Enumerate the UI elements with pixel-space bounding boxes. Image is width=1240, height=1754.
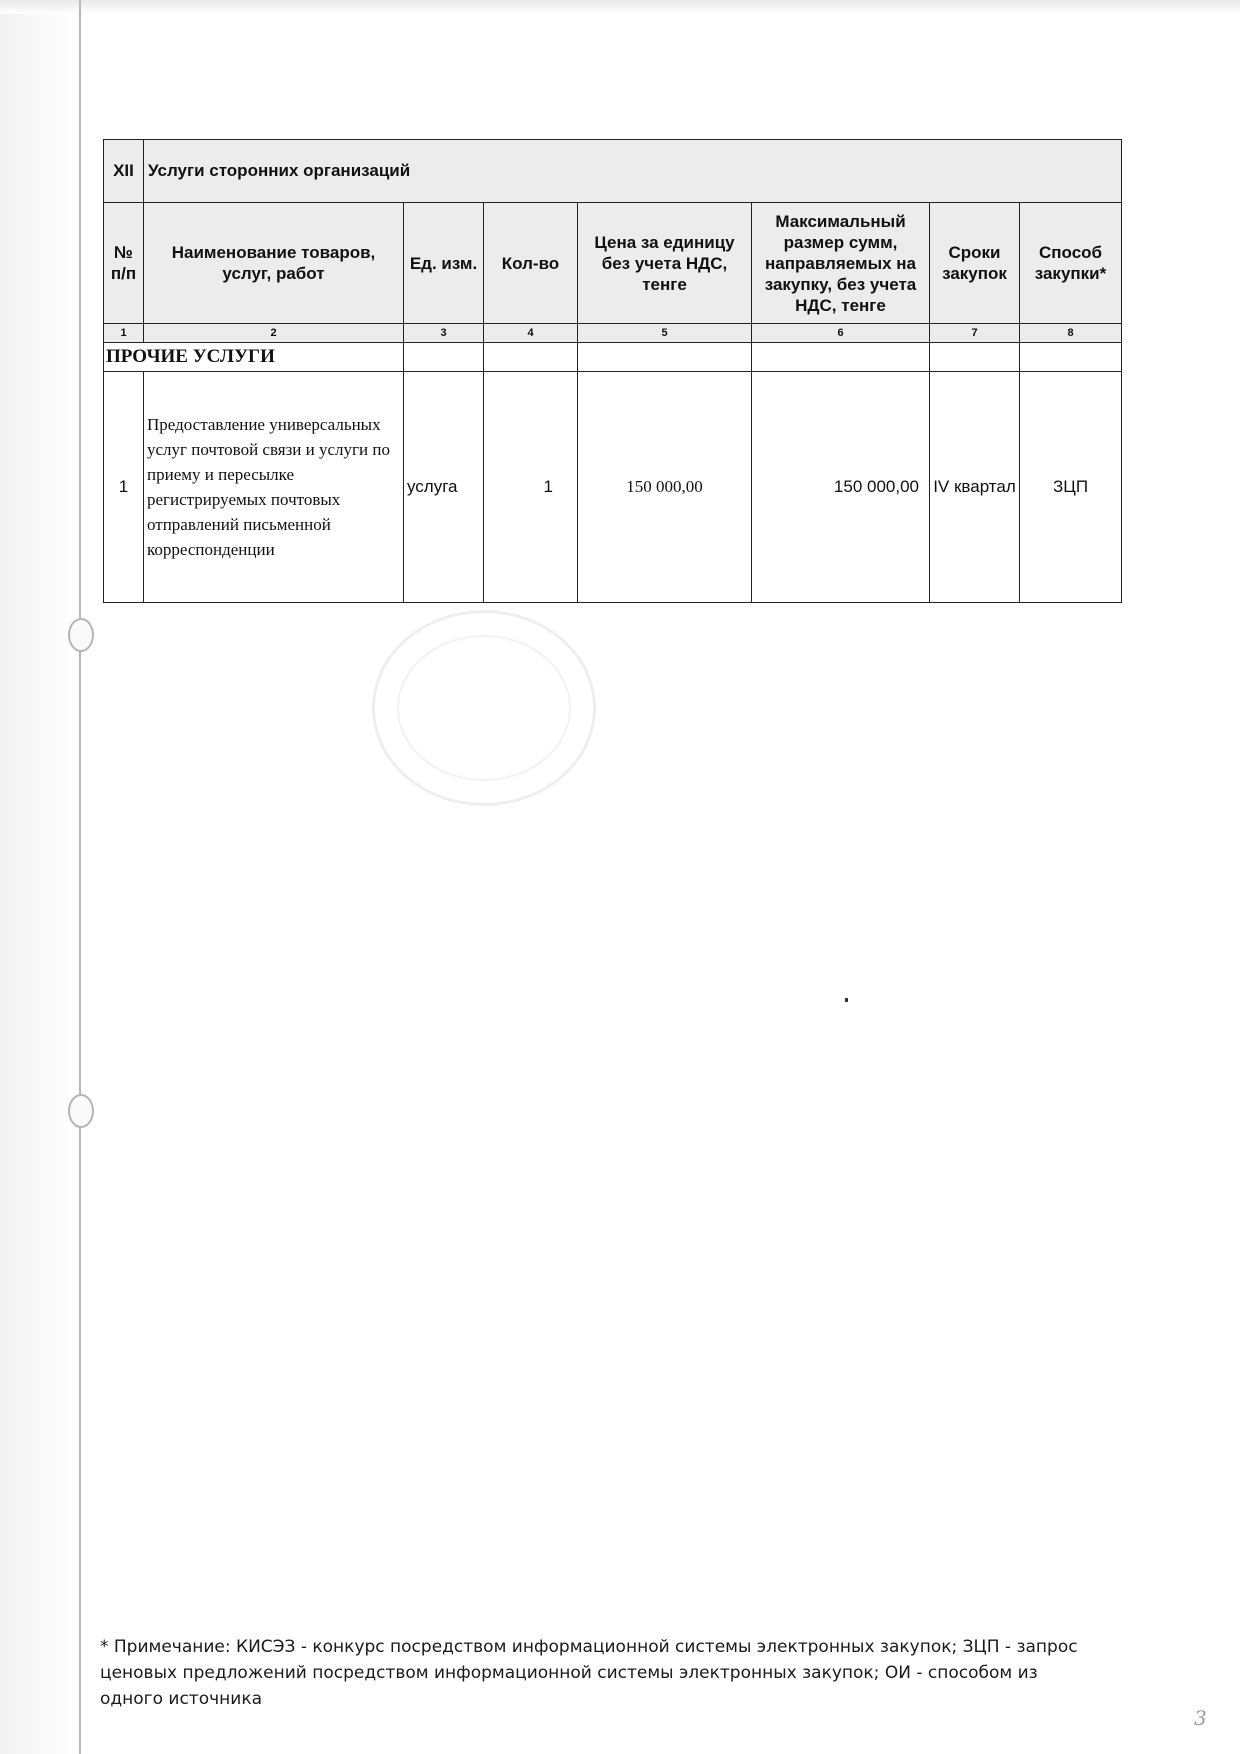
col-header-unit: Ед. изм. [404, 203, 484, 324]
item-unit: услуга [404, 372, 484, 603]
scan-margin [0, 0, 78, 1754]
punch-hole-icon [68, 1094, 94, 1128]
punch-hole-icon [68, 618, 94, 652]
faded-stamp-icon [372, 610, 596, 806]
section-number: XII [104, 140, 144, 203]
col-header-qty: Кол-во [484, 203, 578, 324]
procurement-table [103, 139, 1122, 603]
item-term: IV квартал [930, 372, 1020, 603]
col-index: 8 [1020, 324, 1122, 343]
item-unit-price: 150 000,00 [578, 372, 752, 603]
section-row [104, 140, 1122, 203]
col-header-num: № п/п [104, 203, 144, 324]
scan-top-edge [0, 0, 1240, 14]
col-index: 1 [104, 324, 144, 343]
col-header-method: Способ закупки* [1020, 203, 1122, 324]
section-title: Услуги сторонних организаций [144, 140, 1122, 203]
table-row [104, 372, 1122, 603]
col-index: 2 [144, 324, 404, 343]
item-quantity: 1 [484, 372, 578, 603]
footnote: * Примечание: КИСЭЗ - конкурс посредством информационной системы электронных закупок; ЗЦП - запрос ценовых предложений посредством информационной системы электронных закупок; ОИ - способом из одного источника [100, 1637, 1078, 1709]
handwritten-page-number: 3 [1194, 1706, 1207, 1730]
item-max-sum: 150 000,00 [752, 372, 930, 603]
group-row [104, 343, 1122, 372]
row-number: 1 [104, 372, 144, 603]
binding-fold-line [79, 0, 81, 1754]
scan-speck [845, 998, 848, 1002]
item-method: ЗЦП [1020, 372, 1122, 603]
col-header-max-sum: Максимальный размер сумм, направляемых на закупку, без учета НДС, тенге [752, 203, 930, 324]
col-header-price: Цена за единицу без учета НДС, тенге [578, 203, 752, 324]
col-index: 6 [752, 324, 930, 343]
col-index: 3 [404, 324, 484, 343]
col-header-term: Сроки закупок [930, 203, 1020, 324]
col-header-name: Наименование товаров, услуг, работ [144, 203, 404, 324]
col-index: 4 [484, 324, 578, 343]
col-index: 7 [930, 324, 1020, 343]
column-number-row [104, 324, 1122, 343]
column-header-row [104, 203, 1122, 324]
group-title: ПРОЧИЕ УСЛУГИ [104, 343, 404, 372]
col-index: 5 [578, 324, 752, 343]
item-name: Предоставление универсальных услуг почтовой связи и услуги по приему и пересылке регистрируемых почтовых отправлений письменной корреспонденции [144, 372, 404, 603]
